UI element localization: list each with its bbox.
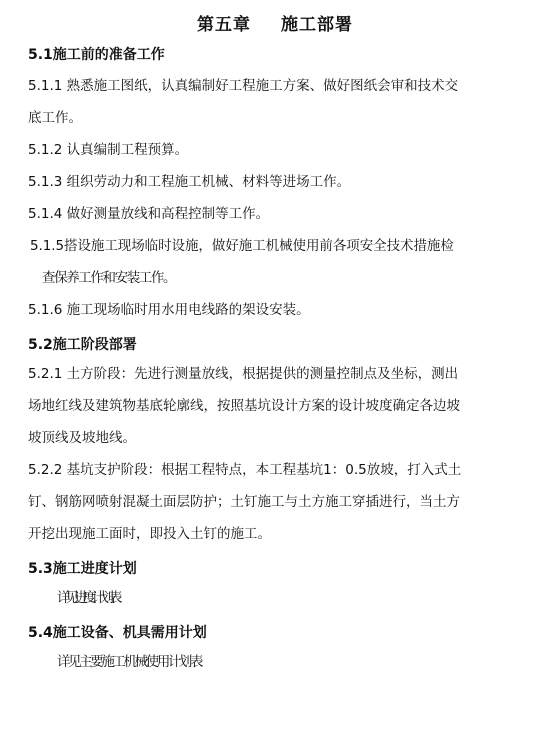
paragraph-5-2-2-line-2: 钉、钢筋网喷射混凝土面层防护；土钉施工与土方施工穿插进行，当土方	[28, 494, 460, 510]
paragraph-5-2-2-line-1: 5.2.2 基坑支护阶段：根据工程特点，本工程基坑1：0.5放坡，打入式土	[28, 462, 462, 478]
paragraph-5-4: 详见主要施工机械使用计划表	[57, 654, 202, 670]
paragraph-5-1-2: 5.1.2 认真编制工程预算。	[28, 142, 189, 158]
paragraph-5-1-1-line-2: 底工作。	[28, 110, 82, 126]
paragraph-5-1-4: 5.1.4 做好测量放线和高程控制等工作。	[28, 206, 270, 222]
section-heading-5-2: 5.2施工阶段部署	[28, 337, 137, 353]
section-heading-5-1: 5.1施工前的准备工作	[28, 47, 165, 63]
chapter-title	[0, 10, 550, 35]
paragraph-5-1-5-line-2: 查保养工作和安装工作。	[42, 270, 176, 286]
paragraph-5-3: 详见进度计划表	[57, 590, 118, 606]
paragraph-5-2-1-line-3: 坡顶线及坡地线。	[28, 430, 136, 446]
paragraph-5-2-1-line-2: 场地红线及建筑物基底轮廓线，按照基坑设计方案的设计坡度确定各边坡	[28, 398, 460, 414]
paragraph-5-1-1-line-1: 5.1.1 熟悉施工图纸，认真编制好工程施工方案、做好图纸会审和技术交	[28, 78, 459, 94]
section-heading-5-3: 5.3施工进度计划	[28, 561, 137, 577]
chapter-number: 第五章	[197, 15, 251, 35]
paragraph-5-1-6: 5.1.6 施工现场临时用水用电线路的架设安装。	[28, 302, 310, 318]
section-heading-5-4: 5.4施工设备、机具需用计划	[28, 625, 207, 641]
paragraph-5-1-5-line-1: 5.1.5搭设施工现场临时设施，做好施工机械使用前各项安全技术措施检	[30, 238, 454, 254]
paragraph-5-1-3: 5.1.3 组织劳动力和工程施工机械、材料等进场工作。	[28, 174, 351, 190]
chapter-name: 施工部署	[281, 15, 353, 35]
paragraph-5-2-2-line-3: 开挖出现施工面时，即投入土钉的施工。	[28, 526, 271, 542]
paragraph-5-2-1-line-1: 5.2.1 土方阶段：先进行测量放线，根据提供的测量控制点及坐标，测出	[28, 366, 459, 382]
